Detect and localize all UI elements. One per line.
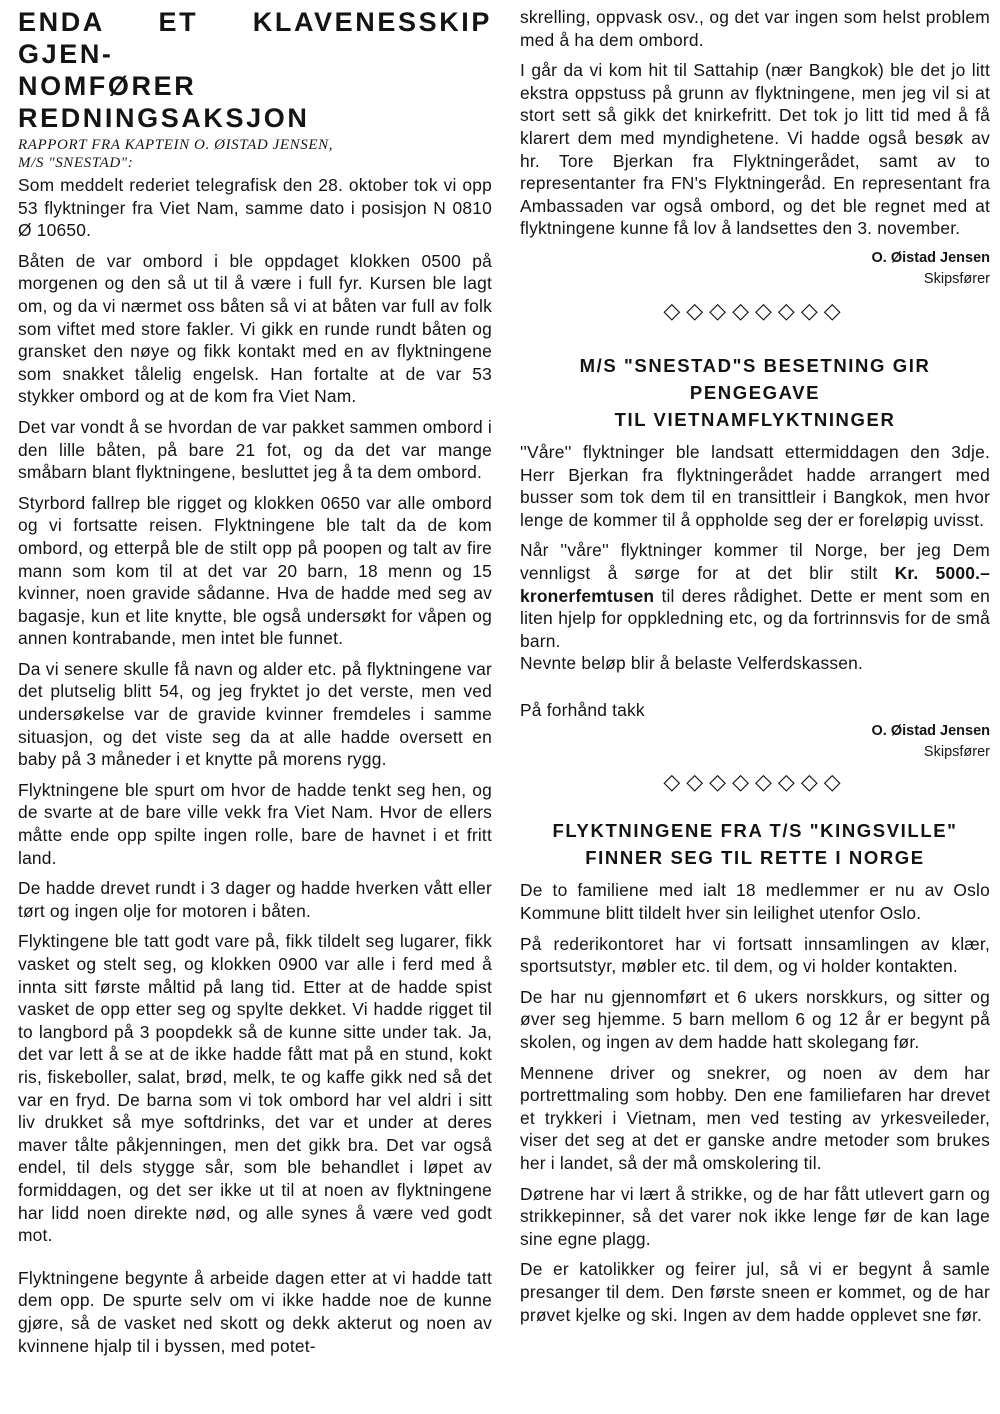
signature-block: [520, 721, 990, 763]
paragraph: De har nu gjennomført et 6 ukers norskkurs, og sitter og øver seg hjemme. 5 barn mellom 6 og 12 år er begynt på skolen, og ingen av dem hadde hatt skolegang før.: [520, 986, 990, 1053]
headline-line-1: ENDA ET KLAVENESSKIP GJEN-: [18, 7, 492, 69]
signature-block: [520, 248, 990, 290]
left-column: [18, 0, 492, 1414]
byline: [18, 136, 492, 172]
paragraph: På forhånd takk: [520, 699, 645, 720]
signature-role: Skipsfører: [923, 744, 990, 761]
paragraph: I går da vi kom hit til Sattahip (nær Bangkok) ble det jo litt ekstra oppstuss på grunn av flyktningene, men jeg vil si at stort sett så gikk det knirkefritt. Det tok jo litt tid med å få klarert dem med myndighetene. Vi hadde også besøk av hr. Tore Bjerkan fra Flyktningerådet, samt av to representanter fra FN's Flyktningeråd. En representant fra Ambassaden var også ombord, og det ble regnet med at flyktningene kunne få lov å landsettes den 3. november.: [520, 60, 990, 239]
paragraph: Døtrene har vi lært å strikke, og de har fått utlevert garn og strikkepinner, så det varer nok ikke lenge før de kan lage sine egne plagg.: [520, 1183, 990, 1249]
signature-role: Skipsfører: [923, 270, 990, 287]
signature-name: O. Øistad Jensen: [871, 249, 990, 266]
paragraph: De hadde drevet rundt i 3 dager og hadde hverken vått eller tørt og ingen olje for motoren i båten.: [18, 878, 492, 921]
paragraph: Det var vondt å se hvordan de var pakket sammen ombord i den lille båten, på bare 21 fot, og da det var mange småbarn blant flyktningene, besluttet jeg å ta dem ombord.: [18, 416, 492, 483]
amount: Kr. 5000.–: [894, 562, 990, 583]
paragraph: Styrbord fallrep ble rigget og klokken 0650 var alle ombord og vi fortsatte reisen. Flyktningene ble talt da de kom ombord, og etterpå ble de stilt opp på poopen og talt av fire mann som kom til at det var 20 barn, 18 menn og 15 kvinner, noen gravide sådanne. Hva de hadde med seg av bagasje, kun et lite knytte, ble også undersøkt for våpen og annen kontrabande, men intet ble funnet.: [18, 492, 492, 649]
paragraph: skrelling, oppvask osv., og det var ingen som helst problem med å ha dem ombord.: [520, 7, 990, 50]
diamond-divider: ◇◇◇◇◇◇◇◇: [663, 770, 847, 796]
right-column: [520, 0, 990, 1414]
paragraph: Flyktingene ble tatt godt vare på, fikk tildelt seg lugarer, fikk vasket og stelt seg, og klokken 0900 var alle i ferd med å innta sitt første måltid på lang tid. Etter at de hadde spist vasket de opp etter seg og spylte dekket. Vi hadde rigget til to langbord på 3 poopdekk så de kunne sitte under tak. Ja, det var lett å se at de ikke hadde fått mat på en stund, kokt ris, fiskeboller, salat, brød, melk, te og kaffe gikk ned så det var en fryd. De barna som vi tok ombord har vel aldri i sitt liv drukket så mye softdrinks, det var et under at deres maver tålte påkjenningen, men det gikk bra. Det var også endel, til dels stygge sår, som ble behandlet i løpet av formiddagen, og det ser ikke ut til at noen av flyktningene har lidd noen direkte nød, og alle synes å være ved godt mot.: [18, 931, 492, 1246]
paragraph: Båten de var ombord i ble oppdaget klokken 0500 på morgenen og den så ut til å være i full fyr. Kursen ble lagt om, og da vi nærmet oss båten så vi at båten var full av folk som viftet med store fakler. Vi gikk en runde rundt båten og gransket den nøye og fikk kontakt med en av flyktningene som snakket tålelig engelsk. Han fortalte at de var 53 stykker ombord og at de kom fra Viet Nam.: [18, 250, 492, 407]
paragraph: [520, 539, 990, 652]
section-heading-line-1: FLYKTNINGENE FRA T/S "KINGSVILLE": [552, 820, 958, 842]
paragraph: På rederikontoret har vi fortsatt innsamlingen av klær, sportsutstyr, møbler etc. til dem, og vi holder kontakten.: [520, 933, 990, 977]
section-heading: [520, 352, 990, 433]
section-heading-line-2: FINNER SEG TIL RETTE I NORGE: [585, 847, 925, 869]
byline-line-1: RAPPORT FRA KAPTEIN O. ØISTAD JENSEN,: [18, 137, 334, 153]
paragraph: Flyktningene begynte å arbeide dagen etter at vi hadde tatt dem opp. De spurte selv om vi ikke hadde noe de kunne gjøre, så de vasket ned skott og dekk akterut og noen av kvinnene hjalp til i byssen, med potet-: [18, 1267, 492, 1356]
paragraph: ''Våre'' flyktninger ble landsatt ettermiddagen den 3dje. Herr Bjerkan fra flyktningerådet hadde arrangert med busser som tok dem til en transittleir i Bangkok, men hvor lenge de kommer til å oppholde seg der er foreløpig uvisst.: [520, 441, 990, 530]
byline-line-2: M/S "SNESTAD":: [18, 155, 134, 171]
section-heading: [520, 817, 990, 871]
paragraph: De to familiene med ialt 18 medlemmer er nu av Oslo Kommune blitt tildelt hver sin leilighet utenfor Oslo.: [520, 880, 990, 924]
signature-name: O. Øistad Jensen: [871, 723, 990, 740]
paragraph-text: til deres rådighet. Dette er ment som en liten hjelp for oppkledning etc, og da fortrinnsvis for de små barn.: [520, 585, 990, 651]
paragraph: De er katolikker og feirer jul, så vi er begynt å samle presanger til dem. Den første sneen er kommet, og de har prøvet kjelke og ski. Ingen av dem hadde opplevet sne før.: [520, 1259, 990, 1325]
diamond-divider: ◇◇◇◇◇◇◇◇: [663, 298, 847, 324]
paragraph-text: Når ''våre'' flyktninger kommer til Norge, ber jeg Dem vennligst å sørge for at det blir stilt: [520, 540, 990, 583]
section-heading-line-2: TIL VIETNAMFLYKTNINGER: [614, 408, 896, 430]
section-heading-line-1: M/S "SNESTAD"S BESETNING GIR PENGEGAVE: [579, 354, 931, 403]
paragraph: Da vi senere skulle få navn og alder etc. på flyktningene var det plutselig blitt 54, og jeg fryktet jo det verste, men ved undersøkelse var de gravide kvinner fremdeles i samme situasjon, og det viste seg da at alle hadde oversett en baby på 3 måneder i et knytte på morens rygg.: [18, 658, 492, 770]
paragraph: Mennene driver og snekrer, og noen av dem har portrettmaling som hobby. Den ene familiefaren har drevet et trykkeri i Vietnam, men ved testing av yrkesveileder, viser det seg at det er ganske andre metoder som brukes her i landet, så der må omskolering til.: [520, 1062, 990, 1173]
paragraph: Som meddelt rederiet telegrafisk den 28. oktober tok vi opp 53 flyktninger fra Viet Nam, samme dato i posisjon N 0810 Ø 10650.: [18, 175, 492, 241]
paragraph: Flyktningene ble spurt om hvor de hadde tenkt seg hen, og de svarte at de bare ville vekk fra Viet Nam. Hvor de ellers måtte ende opp spilte ingen rolle, bare de havnet i et fritt land.: [18, 779, 492, 868]
paragraph: Nevnte beløp blir å belaste Velferdskassen.: [520, 653, 864, 674]
amount-in-words: kronerfemtusen: [520, 585, 655, 606]
article-headline: [18, 6, 492, 134]
headline-line-2: NOMFØRER REDNINGSAKSJON: [18, 71, 310, 133]
